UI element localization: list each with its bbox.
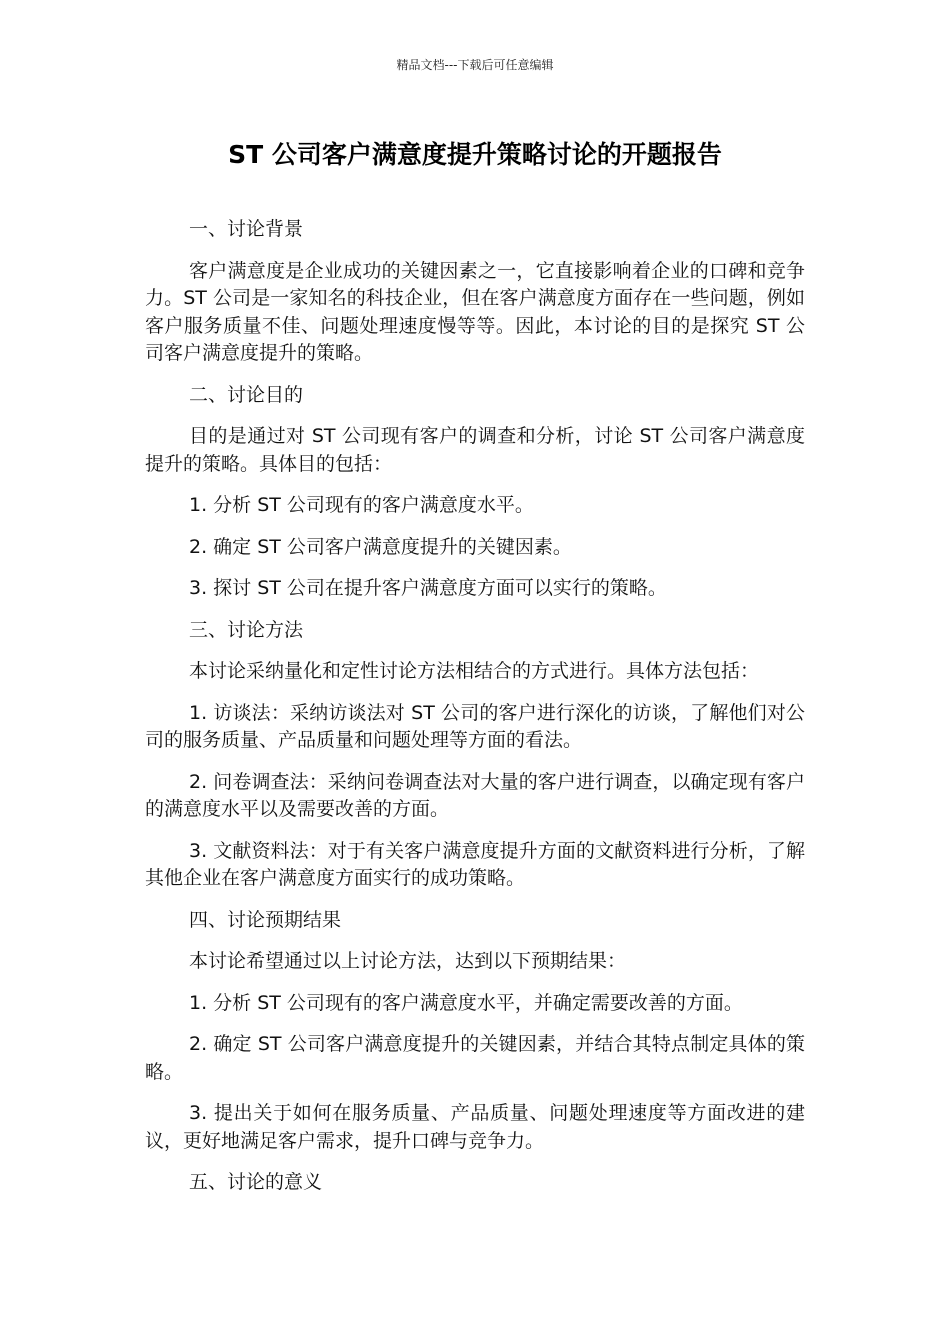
- purpose-item-2: 2. 确定 ST 公司客户满意度提升的关键因素。: [189, 535, 572, 558]
- purpose-item-3: 3. 探讨 ST 公司在提升客户满意度方面可以实行的策略。: [189, 577, 667, 599]
- result-item-1: 1. 分析 ST 公司现有的客户满意度水平，并确定需要改善的方面。: [189, 991, 743, 1014]
- method-item-1: 1. 访谈法：采纳访谈法对 ST 公司的客户进行深化的访谈，了解他们对公司的服务质量、产品质量和问题处理等方面的看法。: [145, 701, 805, 751]
- method-item-2: 2. 问卷调查法：采纳问卷调查法对大量的客户进行调查，以确定现有客户的满意度水平以及需要改善的方面。: [145, 770, 805, 820]
- result-item-3: 3. 提出关于如何在服务质量、产品质量、问题处理速度等方面改进的建议，更好地满足客户需求，提升口碑与竞争力。: [145, 1102, 805, 1152]
- document-body: [145, 216, 805, 1211]
- section-heading-methods: 三、讨论方法: [189, 618, 304, 641]
- document-title: ST 公司客户满意度提升策略讨论的开题报告: [228, 140, 722, 169]
- paragraph-expected-results: 本讨论希望通过以上讨论方法，达到以下预期结果：: [189, 950, 627, 972]
- result-item-2: 2. 确定 ST 公司客户满意度提升的关键因素，并结合其特点制定具体的策略。: [145, 1033, 805, 1083]
- method-item-3: 3. 文献资料法：对于有关客户满意度提升方面的文献资料进行分析，了解其他企业在客户满意度方面实行的成功策略。: [145, 839, 805, 889]
- paragraph-background: 客户满意度是企业成功的关键因素之一，它直接影响着企业的口碑和竞争力。ST 公司是一家知名的科技企业，但在客户满意度方面存在一些问题，例如客户服务质量不佳、问题处理速度慢等等。因此，本讨论的目的是探究 ST 公司客户满意度提升的策略。: [145, 259, 805, 364]
- purpose-item-1: 1. 分析 ST 公司现有的客户满意度水平。: [189, 494, 534, 516]
- section-heading-purpose: 二、讨论目的: [189, 383, 304, 406]
- section-heading-background: 一、讨论背景: [189, 218, 304, 240]
- page-header: 精品文档---下载后可任意编辑: [396, 58, 554, 72]
- section-heading-significance: 五、讨论的意义: [189, 1171, 323, 1193]
- section-heading-expected-results: 四、讨论预期结果: [189, 908, 342, 931]
- paragraph-methods: 本讨论采纳量化和定性讨论方法相结合的方式进行。具体方法包括：: [189, 660, 760, 682]
- paragraph-purpose: 目的是通过对 ST 公司现有客户的调查和分析，讨论 ST 公司客户满意度提升的策略。具体目的包括：: [145, 425, 805, 475]
